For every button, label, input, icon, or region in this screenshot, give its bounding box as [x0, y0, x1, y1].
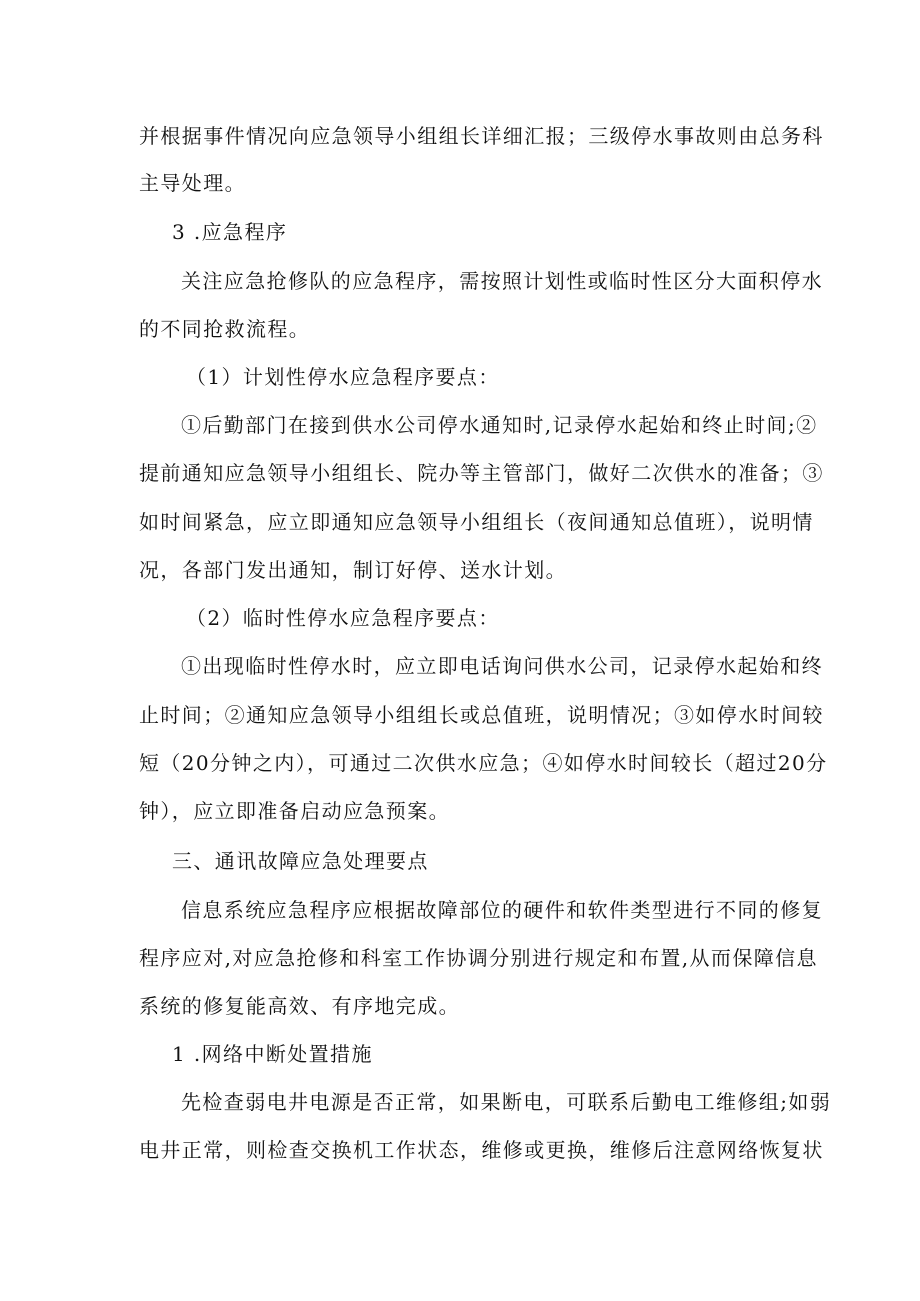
paragraph-line: 短（20分钟之内），可通过二次供水应急；④如停水时间较长（超过20分: [139, 751, 828, 775]
paragraph-line: 系统的修复能高效、有序地完成。: [139, 994, 460, 1018]
paragraph-line: 并根据事件情况向应急领导小组组长详细汇报；三级停水事故则由总务科: [139, 124, 824, 148]
paragraph-line: 止时间；②通知应急领导小组组长或总值班，说明情况；③如停水时间较: [139, 703, 824, 727]
paragraph-line: ①出现临时性停水时，应立即电话询问供水公司，记录停水起始和终: [181, 654, 823, 678]
section-heading-1: 1 .网络中断处置措施: [172, 1042, 373, 1066]
paragraph-line: 程序应对,对应急抢修和科室工作协调分别进行规定和布置,从而保障信息: [139, 946, 818, 970]
section-heading-3: 3 .应急程序: [172, 220, 288, 244]
paragraph-line: 如时间紧急，应立即通知应急领导小组组长（夜间通知总值班），说明情: [139, 510, 814, 534]
paragraph-line: 主导处理。: [139, 171, 246, 195]
paragraph-line: 的不同抢救流程。: [139, 317, 311, 341]
subheading-planned: （1）计划性停水应急程序要点：: [186, 365, 500, 389]
paragraph-line: 关注应急抢修队的应急程序，需按照计划性或临时性区分大面积停水: [181, 269, 823, 293]
paragraph-line: 电井正常，则检查交换机工作状态，维修或更换，维修后注意网络恢复状: [139, 1138, 824, 1162]
paragraph-line: 况，各部门发出通知，制订好停、送水计划。: [139, 558, 567, 582]
paragraph-line: 信息系统应急程序应根据故障部位的硬件和软件类型进行不同的修复: [181, 898, 823, 922]
subheading-temporary: （2）临时性停水应急程序要点：: [186, 606, 500, 630]
paragraph-line: 钟），应立即准备启动应急预案。: [139, 799, 450, 823]
paragraph-line: ①后勤部门在接到供水公司停水通知时,记录停水起始和终止时间;②: [181, 413, 818, 437]
paragraph-line: 先检查弱电井电源是否正常，如果断电，可联系后勤电工维修组;如弱: [181, 1090, 832, 1114]
paragraph-line: 提前通知应急领导小组组长、院办等主管部门，做好二次供水的准备；③: [139, 461, 824, 485]
section-heading-three: 三、通讯故障应急处理要点: [172, 849, 429, 873]
